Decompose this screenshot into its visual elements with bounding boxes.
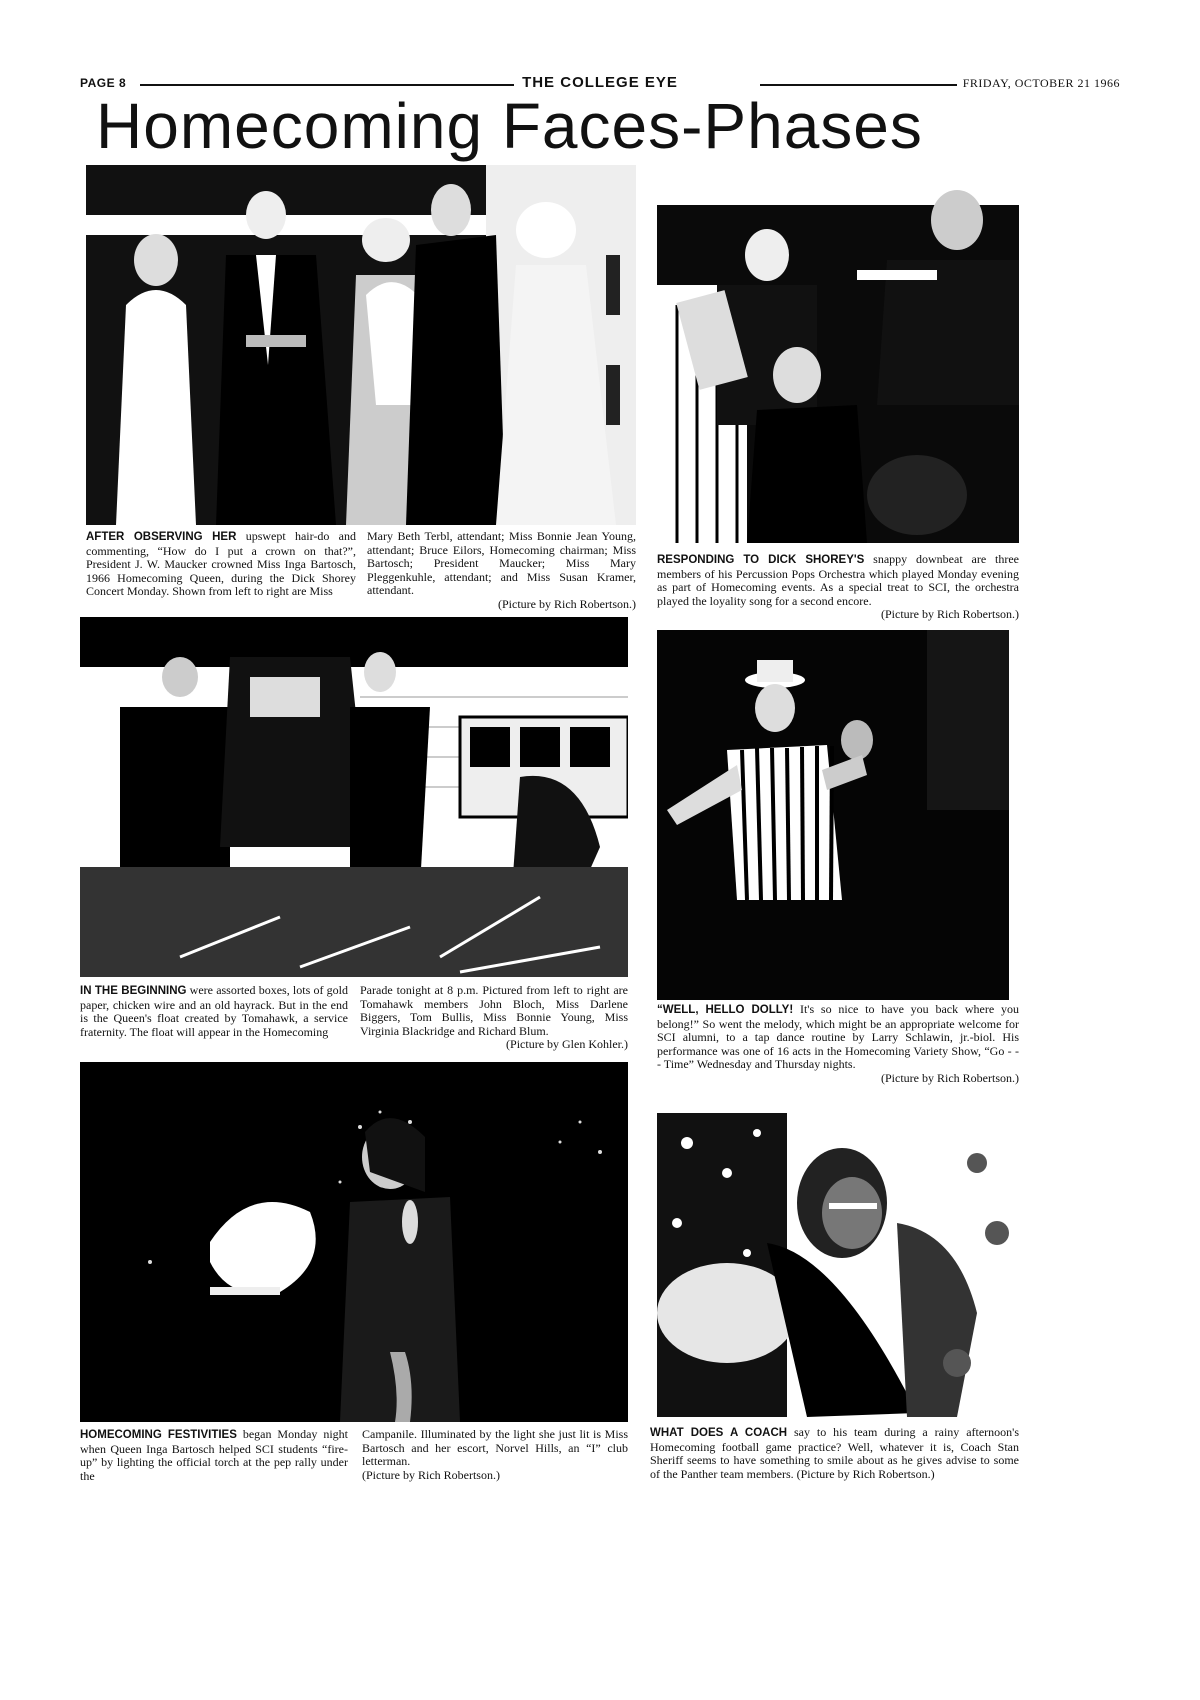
issue-date: FRIDAY, OCTOBER 21 1966	[957, 76, 1120, 91]
newspaper-name: THE COLLEGE EYE	[514, 74, 686, 91]
caption-crowning-text-2: Mary Beth Terbl, attendant; Miss Bonnie Jean Young, attendant; Bruce Eilors, Homecoming chairman; Miss Bartosch; President Maucker; Miss Mary Pleggenkuhle, attendant; and Miss Susan Kramer, attendant.	[367, 529, 636, 598]
caption-float-credit: (Picture by Glen Kohler.)	[506, 1037, 628, 1052]
caption-torch-text-1: began Monday night when Queen Inga Bartosch helped SCI students “fire-up” by lighting the official torch at the pep rally under the	[80, 1427, 348, 1483]
caption-torch-lead: HOMECOMING FESTIVITIES	[80, 1429, 237, 1441]
photo-float	[80, 617, 628, 977]
caption-crowning-col1	[86, 530, 356, 599]
photo-dolly-image	[657, 630, 1009, 1000]
page-headline: Homecoming Faces-Phases	[96, 90, 923, 162]
caption-dolly-credit: (Picture by Rich Robertson.)	[881, 1070, 1019, 1085]
caption-crowning-text-1: upswept hair-do and commenting, “How do I put a crown on that?”, President J. W. Maucker crowned Miss Inga Bartosch, 1966 Homecoming Queen, during the Dick Shorey Concert Monday. Shown from left to right are Miss	[86, 529, 357, 599]
caption-orchestra-lead: RESPONDING TO DICK SHOREY'S	[657, 554, 865, 566]
caption-dolly-lead: “WELL, HELLO DOLLY!	[657, 1004, 794, 1016]
photo-coach	[657, 1113, 1019, 1417]
photo-torch-image	[80, 1062, 628, 1422]
caption-float-col2	[360, 984, 628, 1052]
caption-coach-text: say to his team during a rainy afternoon's Homecoming football game practice? Well, whatever it is, Coach Stan Sheriff seems to have something to smile about as he gives advise to some of the Panther team members.	[650, 1425, 1020, 1481]
caption-float-text-1: were assorted boxes, lots of gold paper, chicken wire and an old hayrack. But in the end is the Queen's float created by Tomahawk, a service fraternity. The float will appear in the Homecoming	[80, 983, 348, 1039]
caption-crowning-lead: AFTER OBSERVING HER	[86, 531, 237, 543]
caption-orchestra-credit: (Picture by Rich Robertson.)	[881, 607, 1019, 622]
caption-torch-text-2: Campanile. Illuminated by the light she just lit is Miss Bartosch and her escort, Norvel Hills, an “I” club letterman.	[362, 1427, 628, 1469]
caption-float-text-2: Parade tonight at 8 p.m. Pictured from left to right are Tomahawk members John Bloch, Miss Darlene Biggers, Tom Bullis, Miss Bonnie Young, Miss Virginia Blackridge and Richard Blum.	[360, 983, 628, 1038]
photo-crowning-image	[86, 165, 636, 525]
photo-crowning	[86, 165, 636, 525]
page-number: PAGE 8	[80, 76, 127, 90]
caption-orchestra	[657, 553, 1019, 622]
caption-torch-credit: (Picture by Rich Robertson.)	[362, 1467, 500, 1482]
caption-crowning-col2	[367, 530, 636, 612]
photo-torch	[80, 1062, 628, 1422]
caption-orchestra-text: snappy downbeat are three members of his Percussion Pops Orchestra which played Monday evening as part of Homecoming events. As a special treat to SCI, the orchestra played the loyality song for a second encore.	[657, 552, 1020, 608]
caption-dolly	[657, 1003, 1019, 1086]
photo-orchestra	[657, 165, 1019, 543]
caption-torch-col2	[362, 1428, 628, 1482]
caption-coach	[650, 1426, 1019, 1481]
caption-float-col1	[80, 984, 348, 1039]
photo-orchestra-image	[657, 165, 1019, 543]
caption-torch-col1	[80, 1428, 348, 1483]
caption-float-lead: IN THE BEGINNING	[80, 985, 187, 997]
photo-coach-image	[657, 1113, 1019, 1417]
caption-coach-credit: (Picture by Rich Robertson.)	[796, 1466, 935, 1481]
photo-float-image	[80, 617, 628, 977]
photo-dolly	[657, 630, 1009, 1000]
caption-crowning-credit: (Picture by Rich Robertson.)	[498, 596, 636, 611]
caption-dolly-text: It's so nice to have you back where you belong!” So went the melody, which might be an appropriate welcome for SCI alumni, to a tap dance routine by Larry Schlawin, jr.-biol. His performance was one of 16 acts in the Homecoming Variety Show, “Go - - - Time” Wednesday and Thursday nights.	[657, 1002, 1019, 1072]
caption-coach-lead: WHAT DOES A COACH	[650, 1427, 788, 1439]
